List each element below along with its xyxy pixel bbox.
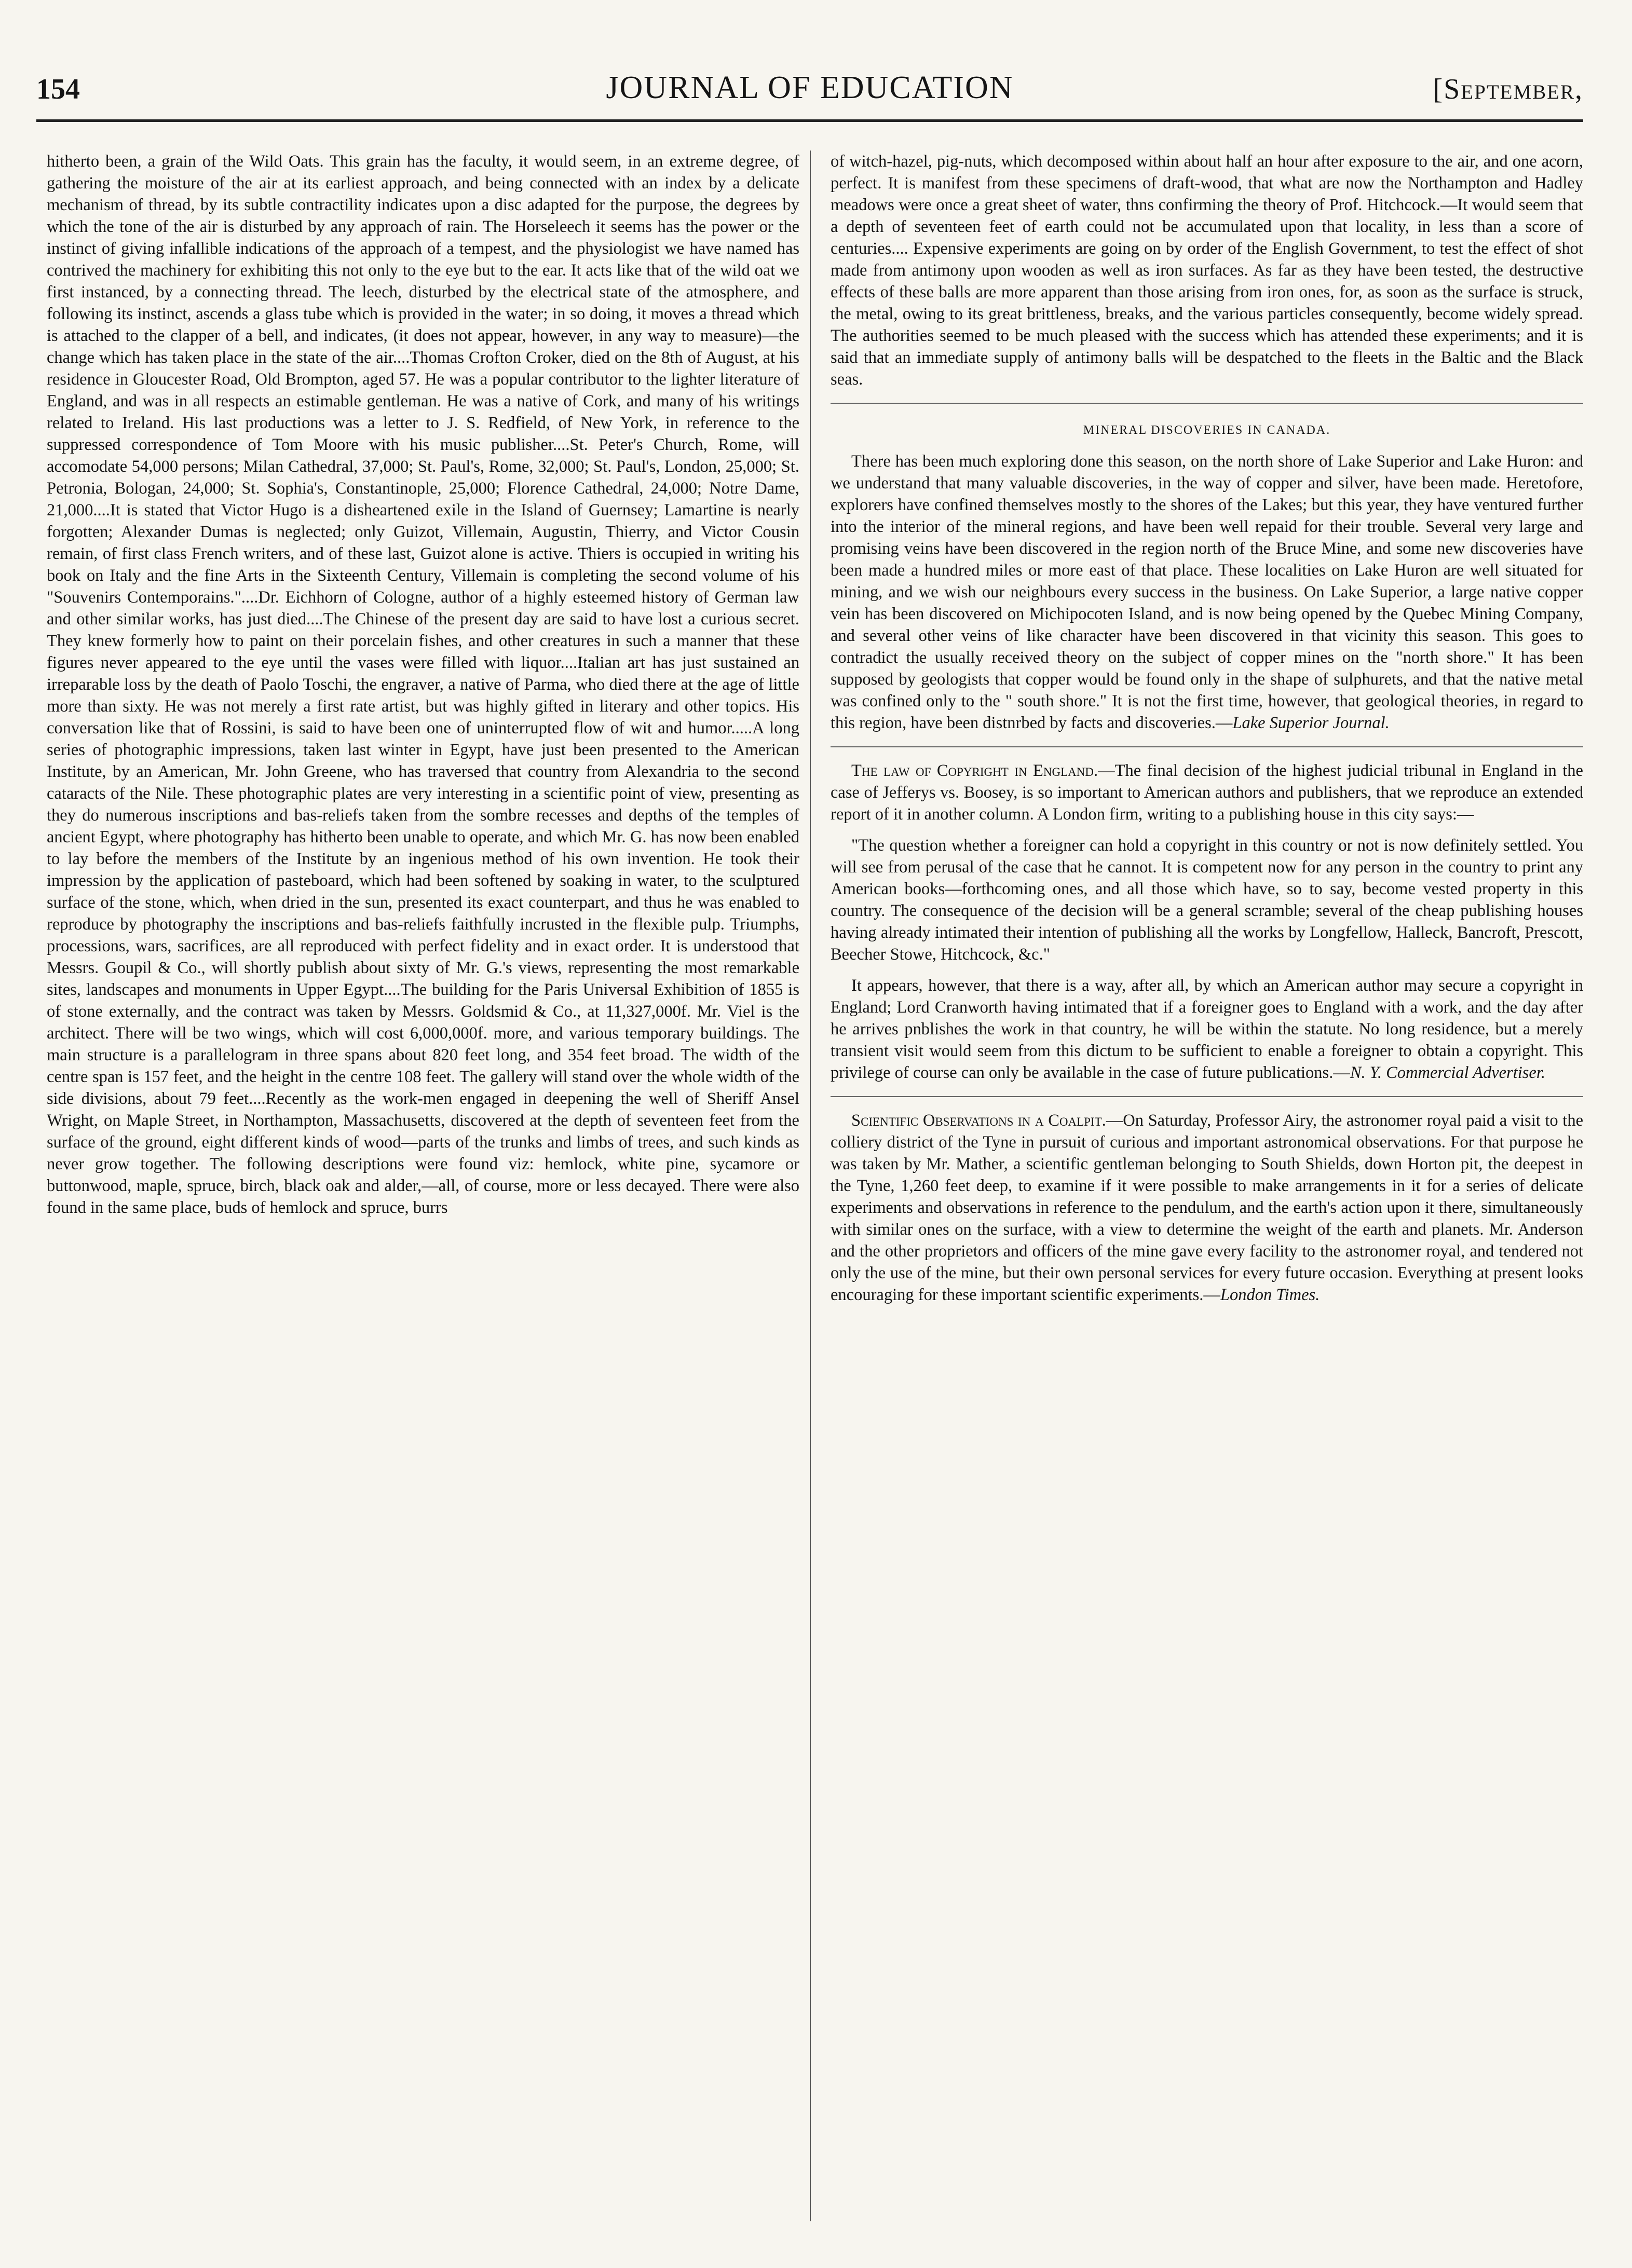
- mineral-discoveries-paragraph: [831, 450, 1583, 734]
- copyright-followup-paragraph: [831, 975, 1583, 1084]
- right-column: [831, 151, 1583, 2216]
- coalpit-paragraph: [831, 1110, 1583, 1306]
- copyright-followup-text: It appears, however, that there is a way, after all, by which an American author may secure a copyright in England; Lord Cranworth having intimated that if a foreigner goes to England with a work, and the day after he arrives pnblishes the work in that country, he will be within the statute. No long residence, but a merely transient visit would seem from this dictum to be sufficient to enable a foreigner to obtain a copyright. This privilege of course can only be available in the case of future publications.—: [831, 976, 1583, 1082]
- copyright-paragraph: [831, 760, 1583, 825]
- mineral-discoveries-heading: MINERAL DISCOVERIES IN CANADA.: [1083, 423, 1331, 437]
- journal-title: JOURNAL OF EDUCATION: [606, 70, 1014, 105]
- section-rule: [831, 746, 1583, 747]
- coalpit-runin-heading: Scientific Observations in a Coalpit.: [851, 1111, 1106, 1130]
- coalpit-text: —On Saturday, Professor Airy, the astronomer royal paid a visit to the colliery district of the Tyne in pursuit of curious and important astronomical observations. For that purpose he was taken by Mr. Mather, a scientific gentleman belonging to South Shields, down Horton pit, the deepest in the Tyne, 1,260 feet deep, to examine if it were possible to make arrangements in it for a series of delicate experiments and observations in reference to the pendulum, and the earth's action upon it there, simultaneously with similar ones on the surface, with a view to determine the weight of the earth and planets. Mr. Anderson and the other proprietors and officers of the mine gave every facility to the astronomer royal, and tendered not only the use of the mine, but their own personal services for every future occasion. Everything at present looks encouraging for these important scientific experiments.—: [831, 1111, 1583, 1304]
- section-rule: [831, 403, 1583, 404]
- running-head-month: [September,: [1433, 73, 1583, 105]
- copyright-quote-paragraph: "The question whether a foreigner can hold a copyright in this country or not is now definitely settled. You will see from perusal of the case that he cannot. It is competent now for any person in the country to print any American books—forthcoming ones, and all those which have, so to say, become vested property in this country. The consequence of the decision will be a general scramble; several of the cheap publishing houses having already intimated their intention of publishing all the works by Longfellow, Halleck, Bancroft, Prescott, Beecher Stowe, Hitchcock, &c.": [831, 836, 1583, 964]
- left-column-paragraph: hitherto been, a grain of the Wild Oats. This grain has the faculty, it would seem, in an extreme degree, of gathering the moisture of the air at its earliest approach, and being connected with an index by a delicate mechanism of thread, by its subtle contractility indicates upon a disc adapted for the purpose, the degrees by which the tone of the air is disturbed by any approach of rain. The Horseleech it seems has the power or the instinct of giving infallible indications of the approach of a tempest, and the physiologist we have named has contrived the machinery for exhibiting this not only to the eye but to the ear. It acts like that of the wild oat we first instanced, by a connecting thread. The leech, disturbed by the electrical state of the atmosphere, and following its instinct, ascends a glass tube which is provided in the water; in so doing, it moves a thread which is attached to the clapper of a bell, and indicates, (it does not appear, however, in any way to measure)—the change which has taken place in the state of the air....Thomas Crofton Croker, died on the 8th of August, at his residence in Gloucester Road, Old Brompton, aged 57. He was a popular contributor to the lighter literature of England, and was in all respects an estimable gentleman. He was a native of Cork, and many of his writings related to Ireland. His last productions was a letter to J. S. Redfield, of New York, in reference to the suppressed correspondence of Tom Moore with his music publisher....St. Peter's Church, Rome, will accomodate 54,000 persons; Milan Cathedral, 37,000; St. Paul's, Rome, 32,000; St. Paul's, London, 25,000; St. Petronia, Bologan, 24,000; St. Sophia's, Constantinople, 25,000; Florence Cathedral, 24,000; Notre Dame, 21,000....It is stated that Victor Hugo is a disheartened exile in the Island of Guernsey; Lamartine is nearly forgotten; Alexander Dumas is neglected; only Guizot, Villemain, Augustin, Thierry, and Victor Cousin remain, of first class French writers, and of these last, Guizot alone is active. Thiers is occupied in writing his book on Italy and the fine Arts in the Sixteenth Century, Villemain is completing the second volume of his "Souvenirs Contemporains."....Dr. Eichhorn of Cologne, author of a highly esteemed history of German law and other similar works, has just died....The Chinese of the present day are said to have lost a curious secret. They knew formerly how to paint on their porcelain fishes, and other creatures in such a manner that these figures never appeared to the eye until the vases were filled with liquor....Italian art has just sustained an irreparable loss by the death of Paolo Toschi, the engraver, a native of Parma, who died there at the age of little more than sixty. He was not merely a first rate artist, but was highly gifted in literary and other topics. His conversation like that of Rossini, is said to have been one of uninterrupted flow of wit and humor.....A long series of photographic impressions, taken last winter in Egypt, have just been presented to the American Institute, by an American, Mr. John Greene, who has traversed that country from Alexandria to the second cataracts of the Nile. These photographic plates are very interesting in a scientific point of view, presenting as they do numerous inscriptions and bas-reliefs taken from the sombre recesses and depths of the temples of ancient Egypt, where photography has hitherto been unable to operate, and which Mr. G. has now been enabled to lay before the members of the Institute by an ingenious method of his own invention. He took their impression by the application of pasteboard, which had been softened by soaking in water, to the sculptured surface of the stone, which, when dried in the sun, presented its exact counterpart, and thus he was enabled to reproduce by photography the inscriptions and bas-reliefs faithfully incrusted in the flexible pulp. Triumphs, processions, wars, sacrifices, are all reproduced with perfect fidelity and in exact order. It is understood that Messrs. Goupil & Co., will shortly publish about sixty of Mr. G.'s views, representing the most remarkable sites, landscapes and monuments in Upper Egypt....The building for the Paris Universal Exhibition of 1855 is of stone externally, and the contract was taken by Messrs. Goldsmid & Co., at 11,327,000f. Mr. Viel is the architect. There will be two wings, which will cost 6,000,000f. more, and various temporary buildings. The main structure is a parallelogram in three spans about 820 feet long, and 354 feet broad. The width of the centre span is 157 feet, and the height in the centre 108 feet. The gallery will stand over the whole width of the side divisions, about 79 feet....Recently as the work-men engaged in deepening the well of Sheriff Ansel Wright, on Maple Street, in Northampton, Massachusetts, discovered at the depth of seventeen feet from the surface of the ground, eight different kinds of wood—parts of the trunks and limbs of trees, and such kinds as never grow together. The following descriptions were found viz: hemlock, white pine, sycamore or buttonwood, maple, spruce, birch, black oak and alder,—all, of course, more or less decayed. There were also found in the same place, buds of hemlock and spruce, burrs: [47, 152, 799, 1217]
- page-number: 154: [36, 73, 80, 105]
- copyright-source: N. Y. Commercial Advertiser.: [1350, 1063, 1546, 1082]
- mineral-text: There has been much exploring done this season, on the north shore of Lake Superior and Lake Huron: and we understand that many valuable discoveries, in the way of copper and silver, have been made. Heretofore, explorers have confined themselves mostly to the shores of the Lakes; but this year, they have ventured further into the interior of the mineral regions, and have been well repaid for their trouble. Several very large and promising veins have been discovered in the region north of the Bruce Mine, and some new discoveries have been made a hundred miles or more east of that place. These localities on Lake Huron are well situated for mining, and we wish our neighbours every success in the business. On Lake Superior, a large native copper vein has been discovered on Michipocoten Island, and is now being opened by the Quebec Mining Company, and several other veins of like character have been discovered in that vicinity this season. This goes to contradict the usually received theory on the subject of copper mines on the "north shore." It has been supposed by geologists that copper would be found only in the shape of sulphurets, and that the native metal was confined only to the " south shore." It is not the first time, however, that geological theories, in regard to this region, have been distnrbed by facts and discoveries.—: [831, 452, 1583, 732]
- copyright-text: —The final decision of the highest judicial tribunal in England in the case of Jefferys vs. Boosey, is so important to American authors and publishers, that we reproduce an extended report of it in another column. A London firm, writing to a publishing house in this city says:—: [831, 761, 1583, 824]
- section-rule: [831, 1096, 1583, 1097]
- column-divider: [810, 151, 811, 2221]
- antimony-paragraph: of witch-hazel, pig-nuts, which decomposed within about half an hour after exposure to the air, and one acorn, perfect. It is manifest from these specimens of draft-wood, that what are now the Northampton and Hadley meadows were once a great sheet of water, thns confirming the theory of Prof. Hitchcock.—It would seem that a depth of seventeen feet of earth could not be accumulated upon that locality, in less than a score of centuries.... Expensive experiments are going on by order of the English Government, to test the effect of shot made from antimony upon wooden as well as iron surfaces. As far as they have been tested, the destructive effects of these balls are more apparent than those arising from iron ones, for, as soon as the surface is struck, the metal, owing to its great brittleness, breaks, and the various particles consequently, become widely spread. The authorities seemed to be much pleased with the success which has attended these experiments; and it is said that an immediate supply of antimony balls will be despatched to the fleets in the Baltic and the Black seas.: [831, 152, 1583, 389]
- left-column: [47, 151, 799, 2216]
- mineral-source: Lake Superior Journal.: [1232, 714, 1390, 732]
- running-head: [36, 62, 1583, 122]
- copyright-runin-heading: The law of Copyright in England.: [851, 761, 1098, 780]
- coalpit-source: London Times.: [1220, 1286, 1320, 1304]
